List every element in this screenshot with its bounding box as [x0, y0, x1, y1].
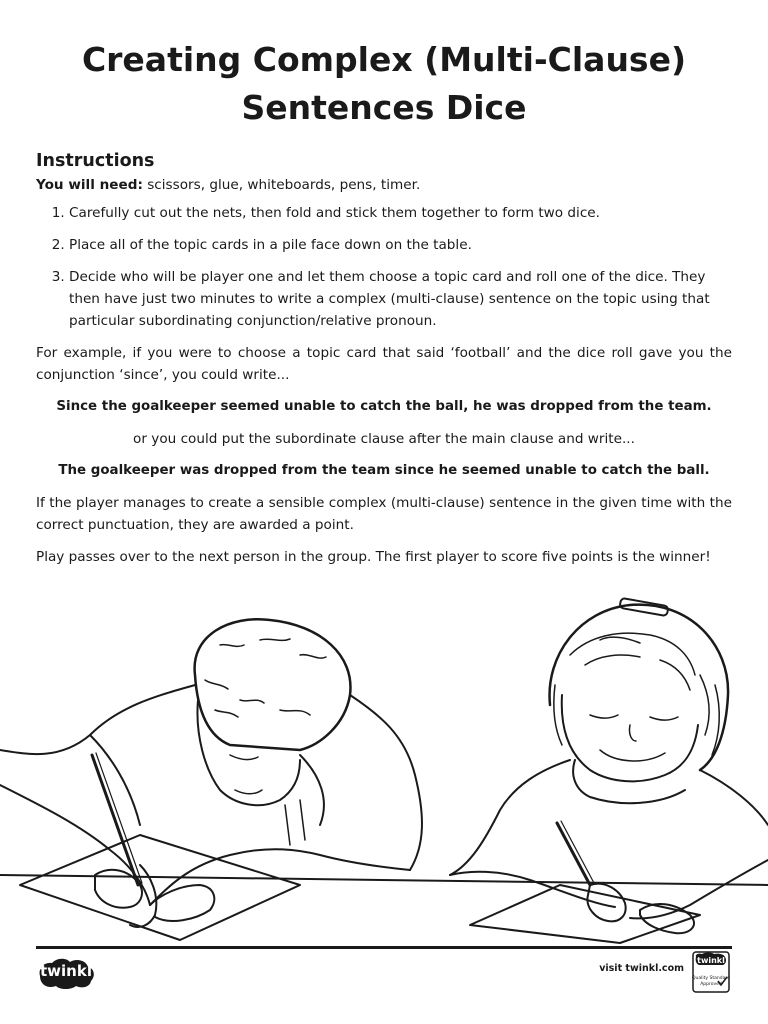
steps-list — [36, 202, 732, 332]
example-sentence-1: Since the goalkeeper seemed unable to catch the ball, he was dropped from the team. — [56, 399, 712, 414]
title-line-1: Creating Complex (Multi-Clause) — [81, 40, 687, 79]
materials-list: scissors, glue, whiteboards, pens, timer. — [142, 177, 421, 193]
materials-line — [36, 174, 732, 196]
step-item: 3. Decide who will be player one and let them choose a topic card and roll one of the dice. They then have just two minutes to write a complex (multi-clause) sentence on the topic using that particular subordinating conjunction/relative pronoun. — [69, 266, 732, 332]
instructions-heading: Instructions — [36, 151, 155, 171]
twinkl-logo-text: twinkl — [40, 962, 92, 980]
badge-brand-text: twinkl — [697, 956, 725, 965]
step-item: 1. Carefully cut out the nets, then fold and stick them together to form two dice. — [69, 202, 732, 224]
children-writing-illustration — [0, 585, 768, 950]
winning-rule: Play passes over to the next person in the group. The first player to score five points is the winner! — [36, 549, 711, 565]
example-intro: For example, if you were to choose a topic card that said ‘football’ and the dice roll gave you the conjunction ‘since’, you could write... — [36, 345, 732, 383]
title-line-2: Sentences Dice — [241, 88, 527, 127]
footer-divider — [36, 946, 732, 949]
badge-caption: Quality Standard Approved — [692, 976, 730, 987]
example-connector: or you could put the subordinate clause after the main clause and write... — [133, 431, 635, 447]
visit-link[interactable]: visit twinkl.com — [599, 963, 684, 974]
scoring-rule: If the player manages to create a sensible complex (multi-clause) sentence in the given time with the correct punctuation, they are awarded a point. — [36, 495, 732, 533]
materials-label: You will need: — [36, 177, 143, 193]
step-item: 2. Place all of the topic cards in a pile face down on the table. — [69, 234, 732, 256]
instructions-section — [36, 148, 732, 578]
example-sentence-2: The goalkeeper was dropped from the team since he seemed unable to catch the ball. — [58, 463, 710, 478]
page-title — [0, 36, 768, 132]
